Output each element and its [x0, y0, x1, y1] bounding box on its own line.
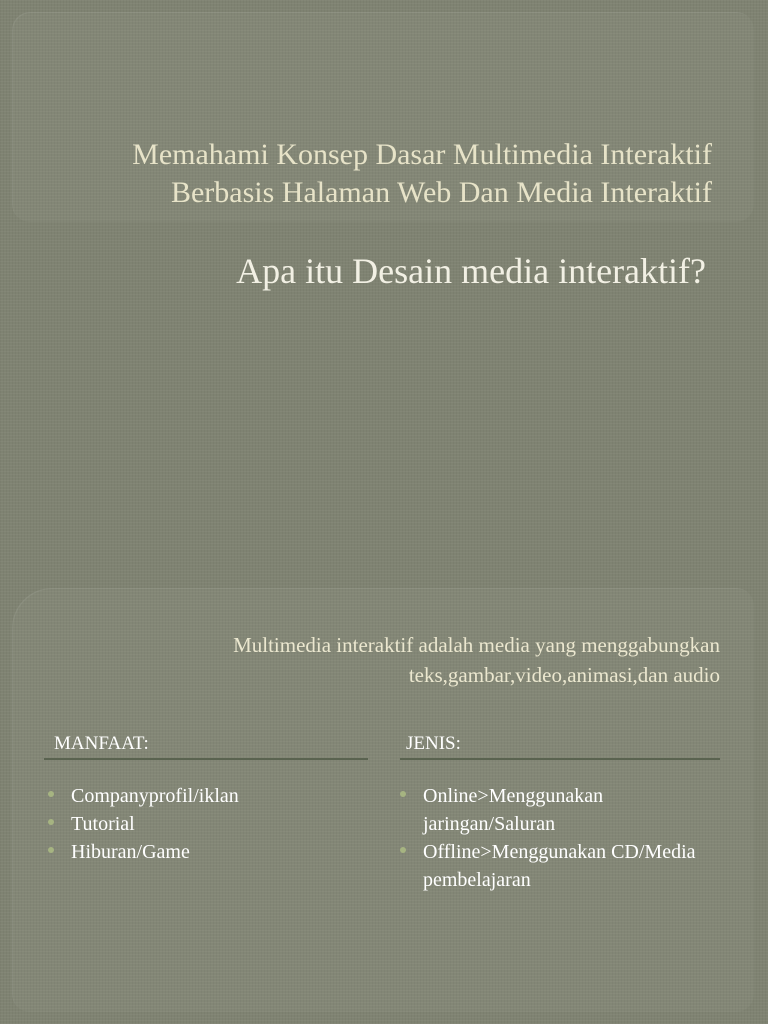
manfaat-list [46, 782, 356, 866]
list-item-label: Offline>Menggunakan CD/Media pembelajaran [423, 841, 696, 891]
bullet-icon [48, 791, 54, 797]
bullet-icon [400, 791, 406, 797]
jenis-list [398, 782, 718, 894]
list-item [398, 838, 718, 894]
manfaat-heading: MANFAAT: [54, 733, 149, 754]
slide-title: Memahami Konsep Dasar Multimedia Interaktif Berbasis Halaman Web Dan Media Interaktif [132, 138, 712, 209]
bullet-icon [48, 847, 54, 853]
bullet-icon [400, 847, 406, 853]
list-item [46, 838, 356, 866]
list-item [46, 782, 356, 810]
list-item [46, 810, 356, 838]
list-item-label: Tutorial [71, 813, 135, 835]
manfaat-divider [44, 758, 368, 760]
list-item-label: Hiburan/Game [71, 841, 190, 863]
jenis-divider [400, 758, 720, 760]
slide-subtitle: Apa itu Desain media interaktif? [236, 251, 706, 291]
list-item [398, 782, 718, 838]
jenis-heading: JENIS: [406, 733, 461, 754]
list-item-label: Companyprofil/iklan [71, 785, 239, 807]
list-item-label: Online>Menggunakan jaringan/Saluran [423, 785, 604, 835]
bullet-icon [48, 819, 54, 825]
intro-paragraph: Multimedia interaktif adalah media yang menggabungkan teks,gambar,video,animasi,dan audio [233, 633, 720, 687]
